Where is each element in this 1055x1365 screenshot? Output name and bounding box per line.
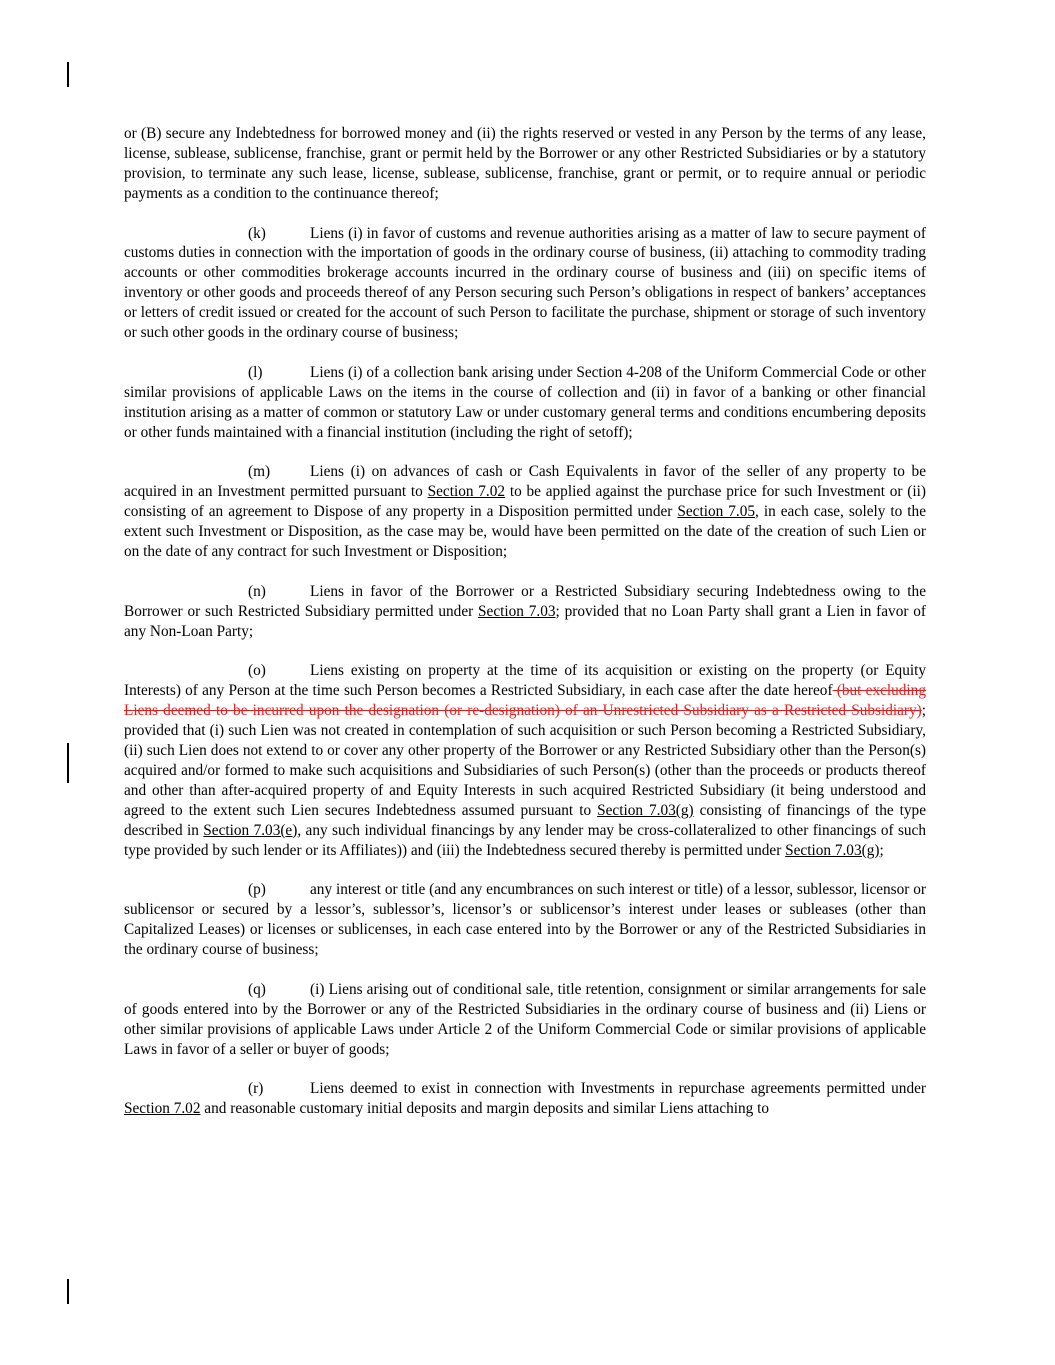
paragraph-text: to be applied against the purchase price for such Investment or (ii) consisting of an agreement to Dispose of any property in a Disposition permitted under — [124, 483, 926, 521]
paragraph-text: , any such individual financings by any lender may be cross-collateralized to other financings of such type provided by such lender or its Affiliates)) and (iii) the Indebtedness secured thereby is permitted under — [124, 821, 926, 859]
section-reference: Section 7.03(e) — [203, 821, 298, 839]
section-reference: Section 7.03 — [478, 602, 556, 620]
change-bar-middle — [67, 743, 69, 783]
change-bar-top — [67, 62, 69, 87]
paragraph-l — [124, 363, 926, 443]
clause-label: (q) — [248, 980, 266, 998]
clause-label: (r) — [248, 1080, 264, 1098]
paragraph-text: Liens deemed to exist in connection with Investments in repurchase agreements permitted under — [310, 1080, 926, 1098]
clause-label: (p) — [248, 881, 266, 899]
paragraph-text: Liens (i) of a collection bank arising under Section 4-208 of the Uniform Commercial Code or other similar provisions of applicable Laws on the items in the course of collection and (ii) in favor of a banking or other financial institution arising as a matter of common or statutory Law or under customary general terms and conditions encumbering deposits or other funds maintained with a financial institution (including the right of setoff); — [124, 363, 926, 441]
paragraph-n — [124, 582, 926, 642]
clause-label: (m) — [248, 463, 271, 481]
clause-label: (k) — [248, 224, 266, 242]
paragraph-text: Liens in favor of the Borrower or a Restricted Subsidiary securing Indebtedness owing to the Borrower or such Restricted Subsidiary permitted under — [124, 582, 926, 620]
section-reference: Section 7.02 — [427, 483, 506, 501]
clause-label: (n) — [248, 582, 266, 600]
paragraph-m — [124, 462, 926, 562]
section-reference: Section 7.03(g) — [597, 801, 694, 819]
section-reference: Section 7.02 — [124, 1100, 201, 1118]
paragraph-text: Liens (i) in favor of customs and revenue authorities arising as a matter of law to secure payment of customs duties in connection with the importation of goods in the ordinary course of business, (ii) attaching to commodity trading accounts or other commodities brokerage accounts incurred in the ordinary course of business and (iii) on specific items of inventory or other goods and proceeds thereof of any Person securing such Person’s obligations in respect of bankers’ acceptances or letters of credit issued or created for the account of such Person to facilitate the purchase, shipment or storage of such inventory or such other goods in the ordinary course of business; — [124, 224, 926, 342]
paragraph-p — [124, 880, 926, 960]
paragraph-text: and reasonable customary initial deposits and margin deposits and similar Liens attaching to — [200, 1100, 770, 1118]
paragraph-text: Liens existing on property at the time of its acquisition or existing on the property (or Equity Interests) of any Person at the time such Person becomes a Restricted Subsidiary, in each case after the date hereof — [124, 662, 926, 700]
change-bar-bottom — [67, 1279, 69, 1304]
clause-label: (l) — [248, 363, 263, 381]
document-body — [124, 124, 926, 1139]
paragraph-k — [124, 224, 926, 343]
paragraph-text: ; provided that (i) such Lien was not created in contemplation of such acquisition or such Person becoming a Restricted Subsidiary, (ii) such Lien does not extend to or cover any other property of the Borrower or any Restricted Subsidiary other than the Person(s) acquired and/or formed to make such acquisitions and Subsidiaries of such Person(s) (other than the proceeds or products thereof and other than after-acquired property of and Equity Interests in such acquired Restricted Subsidiary (it being understood and agreed to the extent such Lien secures Indebtedness assumed pursuant to — [124, 702, 926, 819]
paragraph-j-continuation — [124, 124, 926, 204]
paragraph-text: Liens (i) on advances of cash or Cash Equivalents in favor of the seller of any property to be acquired in an Investment permitted pursuant to — [124, 463, 926, 501]
paragraph-text: consisting of financings of the type described in — [124, 801, 926, 839]
paragraph-q — [124, 980, 926, 1060]
paragraph-text: , in each case, solely to the extent such Investment or Disposition, as the case may be, would have been permitted on the date of the creation of such Lien or on the date of any contract for such Investment or Disposition; — [124, 503, 926, 560]
paragraph-text: or (B) secure any Indebtedness for borrowed money and (ii) the rights reserved or vested in any Person by the terms of any lease, license, sublease, sublicense, franchise, grant or permit held by the Borrower or any other Restricted Subsidiaries or by a statutory provision, to terminate any such lease, license, sublease, sublicense, franchise, grant or permit, or to require annual or periodic payments as a condition to the continuance thereof; — [124, 125, 926, 202]
paragraph-r — [124, 1079, 926, 1119]
section-reference: Section 7.03(g) — [785, 841, 880, 859]
deleted-text: (but excluding Liens deemed to be incurred upon the designation (or re-designation) of an Unrestricted Subsidiary as a Restricted Subsidiary) — [124, 682, 926, 720]
paragraph-text: any interest or title (and any encumbrances on such interest or title) of a lessor, sublessor, licensor or sublicensor or secured by a lessor’s, sublessor’s, licensor’s or sublicensor’s interest under leases or subleases (other than Capitalized Leases) or licenses or sublicenses, in each case entered into by the Borrower or any of the Restricted Subsidiaries in the ordinary course of business; — [124, 881, 926, 959]
paragraph-o — [124, 661, 926, 860]
clause-label: (o) — [248, 662, 266, 680]
paragraph-text: ; — [879, 841, 884, 859]
section-reference: Section 7.05 — [677, 503, 756, 521]
paragraph-text: ; provided that no Loan Party shall grant a Lien in favor of any Non-Loan Party; — [124, 602, 927, 640]
paragraph-text: (i) Liens arising out of conditional sale, title retention, consignment or similar arrangements for sale of goods entered into by the Borrower or any of the Restricted Subsidiaries in the ordinary course of business and (ii) Liens or other similar provisions of applicable Laws under Article 2 of the Uniform Commercial Code or similar provisions of applicable Laws in favor of a seller or buyer of goods; — [124, 980, 926, 1058]
